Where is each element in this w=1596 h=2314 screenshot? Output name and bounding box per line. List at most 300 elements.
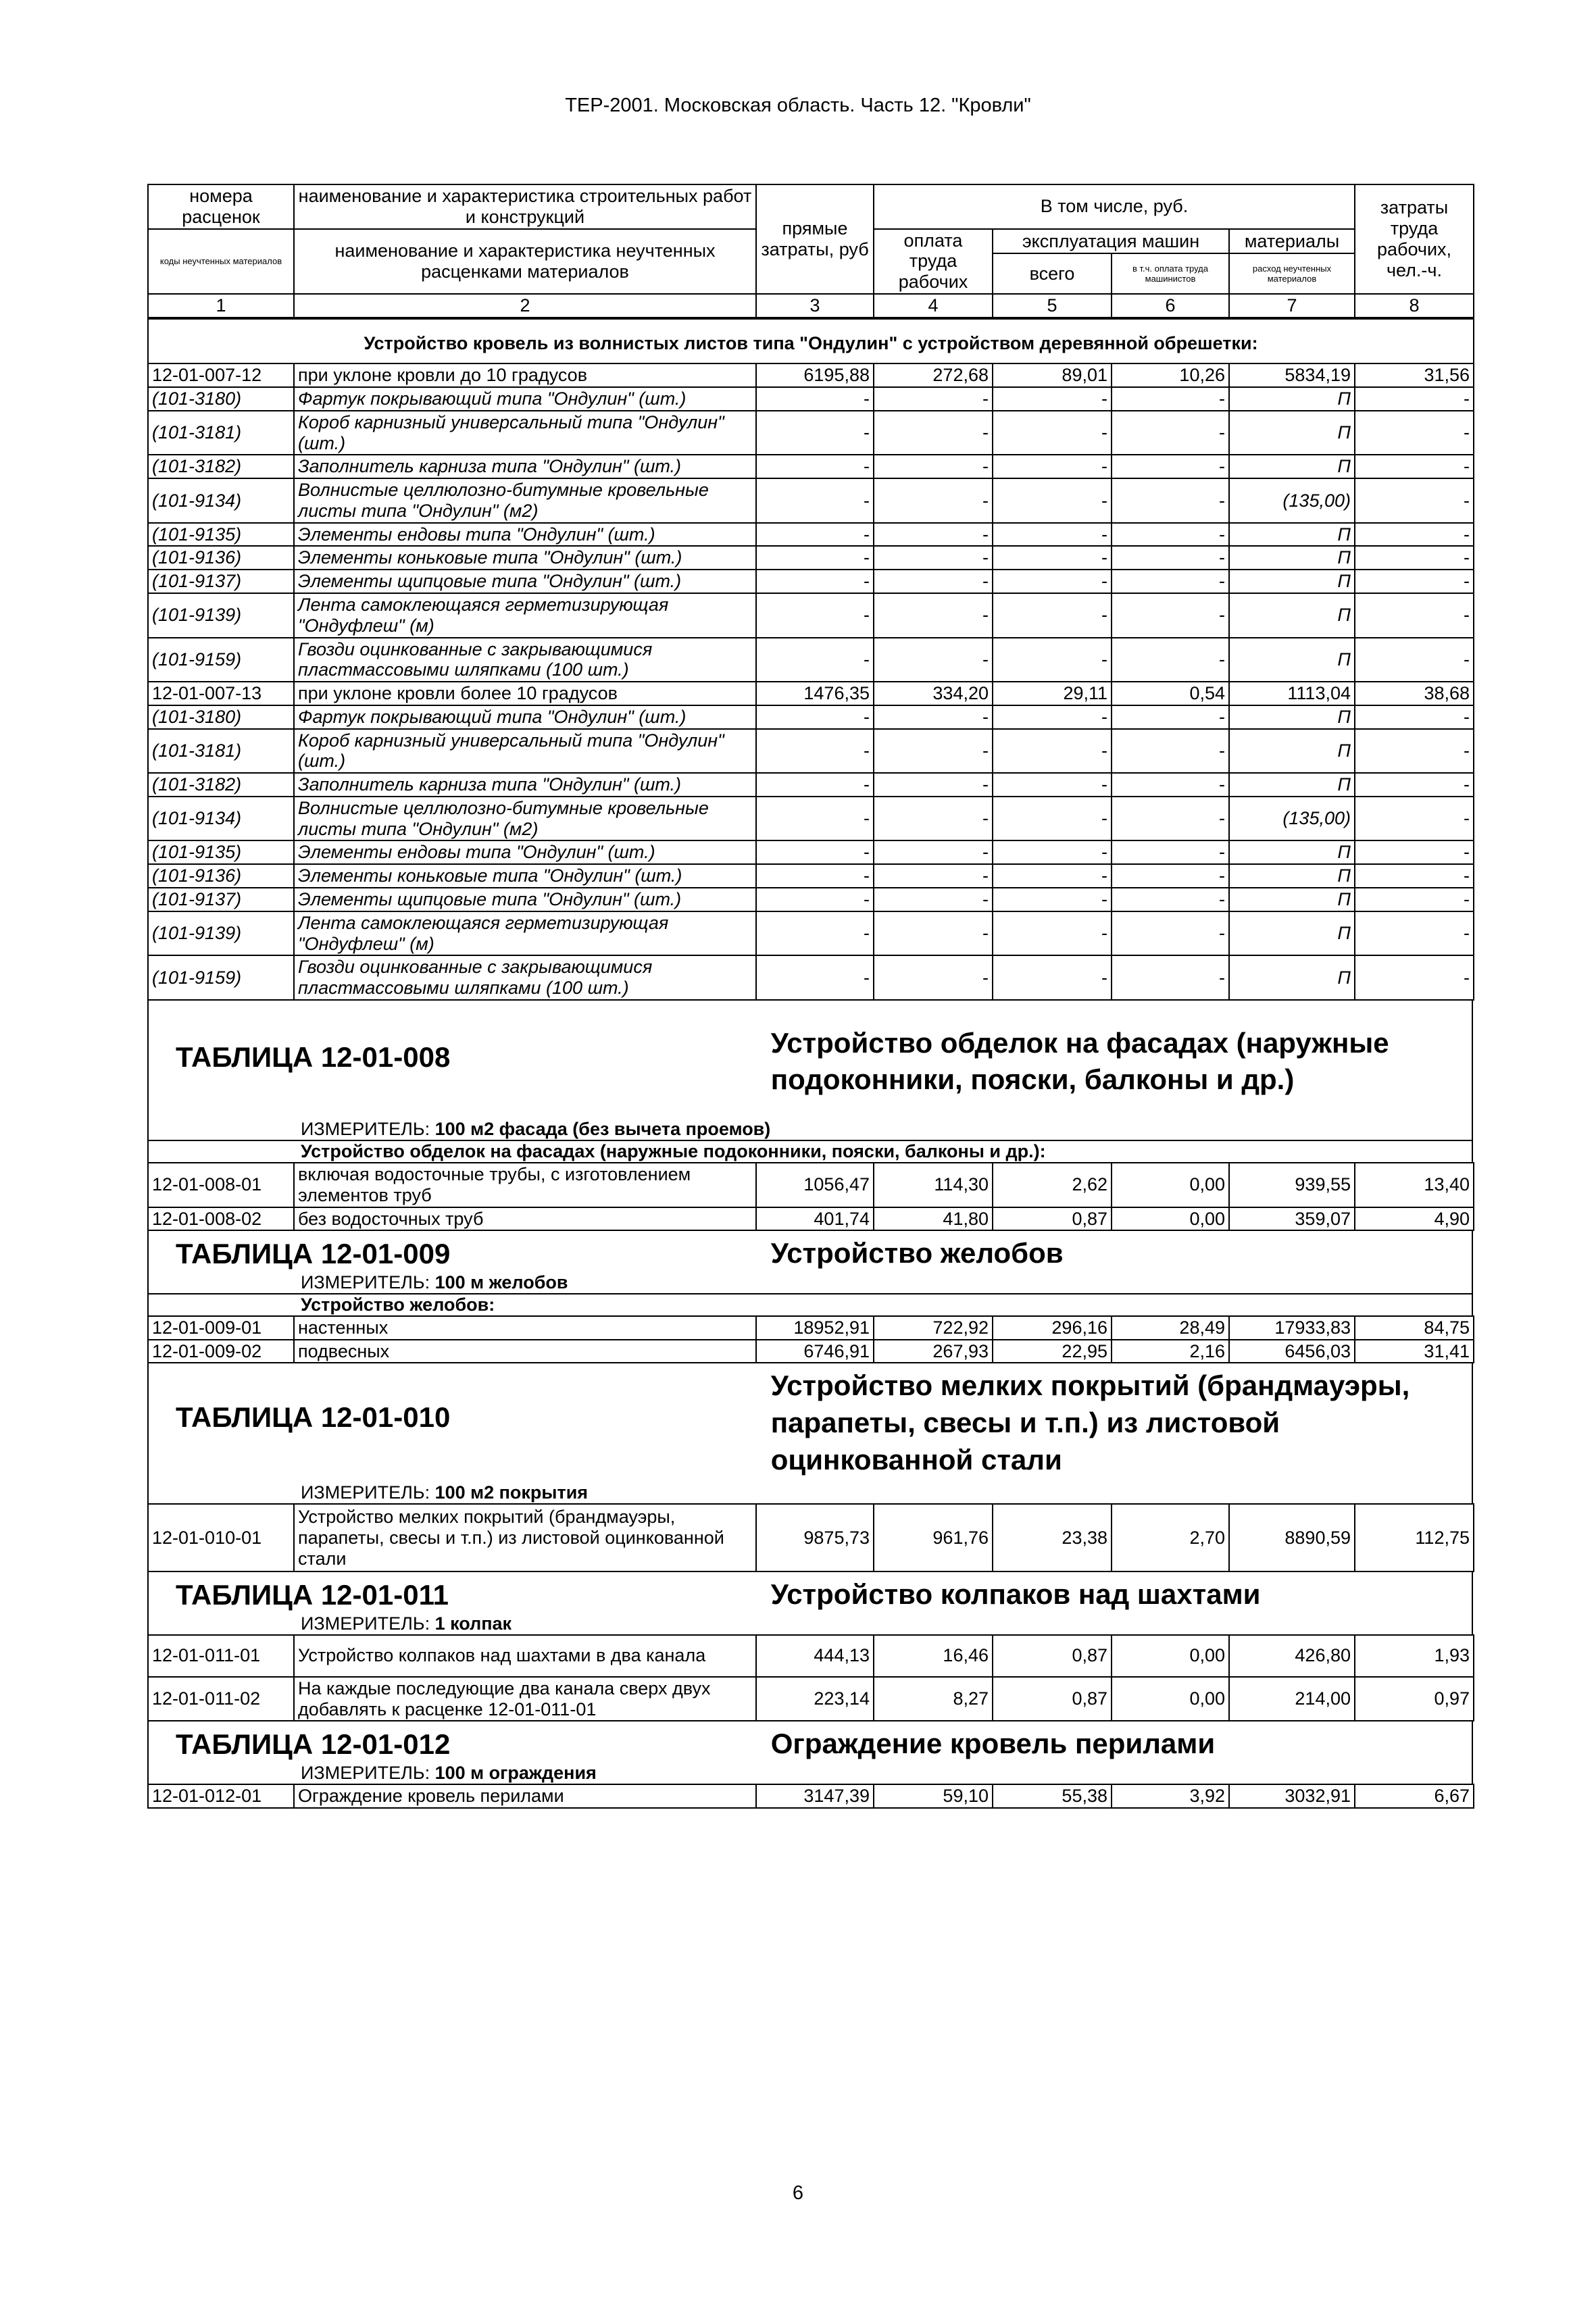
cell-name: Гвозди оцинкованные с закрывающимися пластмассовыми шляпками (100 шт.) bbox=[294, 638, 756, 682]
cell-code: (101-3182) bbox=[148, 455, 294, 478]
cell-code: 12-01-011-01 bbox=[148, 1635, 294, 1677]
cell-pay: - bbox=[874, 797, 993, 841]
cell-direct: - bbox=[756, 911, 874, 956]
cell-mach_pay: - bbox=[1112, 638, 1229, 682]
table-row bbox=[148, 955, 1474, 1000]
cell-labor: - bbox=[1355, 523, 1474, 547]
cell-mach: - bbox=[993, 455, 1112, 478]
rates-table bbox=[147, 1162, 1474, 1231]
table-row bbox=[148, 911, 1474, 956]
hdr-codes: номера расценок bbox=[148, 184, 294, 229]
cell-name: при уклоне кровли до 10 градусов bbox=[294, 363, 756, 387]
cell-name: Ограждение кровель перилами bbox=[294, 1784, 756, 1808]
cell-labor: 84,75 bbox=[1355, 1316, 1474, 1340]
cell-labor: - bbox=[1355, 411, 1474, 455]
cell-mat: П bbox=[1229, 546, 1355, 570]
cell-mach_pay: - bbox=[1112, 955, 1229, 1000]
cell-mat: П bbox=[1229, 523, 1355, 547]
table-row bbox=[148, 411, 1474, 455]
hdr-num-7: 7 bbox=[1229, 294, 1355, 318]
hdr-mach-total: всего bbox=[993, 253, 1112, 293]
cell-labor: 112,75 bbox=[1355, 1504, 1474, 1571]
measure-label: ИЗМЕРИТЕЛЬ: bbox=[301, 1272, 435, 1292]
cell-code: (101-9136) bbox=[148, 546, 294, 570]
measure-line bbox=[149, 1272, 1472, 1293]
cell-pay: - bbox=[874, 523, 993, 547]
cell-labor: - bbox=[1355, 638, 1474, 682]
cell-pay: - bbox=[874, 864, 993, 888]
cell-direct: 1476,35 bbox=[756, 682, 874, 705]
cell-mach: 89,01 bbox=[993, 363, 1112, 387]
cell-name: Заполнитель карниза типа "Ондулин" (шт.) bbox=[294, 773, 756, 797]
cell-pay: - bbox=[874, 955, 993, 1000]
cell-pay: 961,76 bbox=[874, 1504, 993, 1571]
table-name: ТАБЛИЦА 12-01-009 bbox=[176, 1238, 451, 1270]
cell-code: (101-9139) bbox=[148, 911, 294, 956]
column-header-table bbox=[147, 184, 1474, 318]
cell-code: (101-3180) bbox=[148, 387, 294, 411]
cell-mach: - bbox=[993, 546, 1112, 570]
cell-direct: - bbox=[756, 797, 874, 841]
hdr-name: наименование и характеристика строительных работ и конструкций bbox=[294, 184, 756, 229]
cell-mach: 22,95 bbox=[993, 1340, 1112, 1363]
table-row bbox=[148, 797, 1474, 841]
measure-value: 100 м2 покрытия bbox=[434, 1482, 589, 1503]
cell-mat: П bbox=[1229, 593, 1355, 638]
running-head: ТЕР-2001. Московская область. Часть 12. "Кровли" bbox=[565, 95, 1031, 116]
cell-labor: - bbox=[1355, 911, 1474, 956]
cell-name: Фартук покрывающий типа "Ондулин" (шт.) bbox=[294, 387, 756, 411]
rates-table bbox=[147, 1503, 1474, 1572]
cell-pay: 59,10 bbox=[874, 1784, 993, 1808]
cell-mach: - bbox=[993, 523, 1112, 547]
cell-direct: - bbox=[756, 455, 874, 478]
cell-name: Элементы ендовы типа "Ондулин" (шт.) bbox=[294, 840, 756, 864]
hdr-labor: затраты труда рабочих, чел.-ч. bbox=[1355, 184, 1474, 294]
cell-name: подвесных bbox=[294, 1340, 756, 1363]
cell-mat: П bbox=[1229, 840, 1355, 864]
cell-direct: - bbox=[756, 638, 874, 682]
table-name: ТАБЛИЦА 12-01-012 bbox=[176, 1728, 451, 1761]
cell-mach_pay: 0,00 bbox=[1112, 1677, 1229, 1721]
table-row bbox=[148, 523, 1474, 547]
measure-value: 100 м желобов bbox=[434, 1272, 568, 1292]
cell-labor: 13,40 bbox=[1355, 1163, 1474, 1207]
cell-mat: 17933,83 bbox=[1229, 1316, 1355, 1340]
cell-direct: - bbox=[756, 705, 874, 729]
cell-code: (101-9159) bbox=[148, 955, 294, 1000]
cell-labor: - bbox=[1355, 955, 1474, 1000]
cell-code: (101-3181) bbox=[148, 729, 294, 774]
cell-mat: 5834,19 bbox=[1229, 363, 1355, 387]
cell-mach: - bbox=[993, 840, 1112, 864]
cell-labor: - bbox=[1355, 593, 1474, 638]
cell-mat: П bbox=[1229, 638, 1355, 682]
cell-mach_pay: - bbox=[1112, 729, 1229, 774]
cell-name: На каждые последующие два канала сверх двух добавлять к расценке 12-01-011-01 bbox=[294, 1677, 756, 1721]
table-row bbox=[148, 570, 1474, 593]
cell-labor: - bbox=[1355, 705, 1474, 729]
cell-mach_pay: - bbox=[1112, 411, 1229, 455]
cell-direct: - bbox=[756, 387, 874, 411]
hdr-direct: прямые затраты, руб bbox=[756, 184, 874, 294]
cell-mat: П bbox=[1229, 729, 1355, 774]
table-row bbox=[148, 593, 1474, 638]
cell-mach_pay: - bbox=[1112, 455, 1229, 478]
cell-direct: 18952,91 bbox=[756, 1316, 874, 1340]
cell-mach_pay: - bbox=[1112, 593, 1229, 638]
measure-line bbox=[149, 1613, 1472, 1634]
table-subtitle: Устройство обделок на фасадах (наружные подоконники, пояски, балконы и др.): bbox=[149, 1140, 1472, 1162]
cell-labor: 38,68 bbox=[1355, 682, 1474, 705]
cell-pay: - bbox=[874, 773, 993, 797]
cell-pay: - bbox=[874, 455, 993, 478]
cell-code: (101-9136) bbox=[148, 864, 294, 888]
cell-mach_pay: 28,49 bbox=[1112, 1316, 1229, 1340]
page-number: 6 bbox=[792, 2182, 804, 2204]
table-description: Устройство мелких покрытий (брандмауэры, парапеты, свесы и т.п.) из листовой оцинкованной стали bbox=[770, 1369, 1410, 1476]
hdr-num-5: 5 bbox=[993, 294, 1112, 318]
table-row bbox=[148, 729, 1474, 774]
cell-direct: - bbox=[756, 570, 874, 593]
cell-mach: 2,62 bbox=[993, 1163, 1112, 1207]
cell-pay: - bbox=[874, 729, 993, 774]
cell-direct: - bbox=[756, 411, 874, 455]
cell-name: без водосточных труб bbox=[294, 1207, 756, 1231]
cell-mat: (135,00) bbox=[1229, 797, 1355, 841]
hdr-num-1: 1 bbox=[148, 294, 294, 318]
cell-code: 12-01-009-02 bbox=[148, 1340, 294, 1363]
cell-mat: П bbox=[1229, 773, 1355, 797]
cell-mat: 3032,91 bbox=[1229, 1784, 1355, 1808]
cell-code: 12-01-007-12 bbox=[148, 363, 294, 387]
table-row bbox=[148, 1163, 1474, 1207]
hdr-mach-pay: в т.ч. оплата труда машинистов bbox=[1112, 253, 1229, 293]
measure-label: ИЗМЕРИТЕЛЬ: bbox=[301, 1762, 435, 1783]
cell-labor: 31,41 bbox=[1355, 1340, 1474, 1363]
cell-mat: П bbox=[1229, 387, 1355, 411]
table-description: Устройство обделок на фасадах (наружные подоконники, пояски, балконы и др.) bbox=[770, 1026, 1389, 1096]
cell-pay: - bbox=[874, 546, 993, 570]
table-description: Ограждение кровель перилами bbox=[770, 1728, 1216, 1760]
cell-mach_pay: - bbox=[1112, 387, 1229, 411]
cell-mat: П bbox=[1229, 705, 1355, 729]
measure-line bbox=[149, 1763, 1472, 1784]
measure-label: ИЗМЕРИТЕЛЬ: bbox=[301, 1482, 435, 1503]
cell-mat: П bbox=[1229, 455, 1355, 478]
table-row bbox=[148, 363, 1474, 387]
cell-direct: - bbox=[756, 864, 874, 888]
cell-labor: 6,67 bbox=[1355, 1784, 1474, 1808]
cell-mach: - bbox=[993, 773, 1112, 797]
cell-direct: 3147,39 bbox=[756, 1784, 874, 1808]
cell-pay: 114,30 bbox=[874, 1163, 993, 1207]
cell-mat: 939,55 bbox=[1229, 1163, 1355, 1207]
table-name: ТАБЛИЦА 12-01-008 bbox=[176, 1040, 451, 1073]
cell-name: Устройство колпаков над шахтами в два канала bbox=[294, 1635, 756, 1677]
cell-labor: - bbox=[1355, 840, 1474, 864]
table-row bbox=[148, 638, 1474, 682]
cell-name: настенных bbox=[294, 1316, 756, 1340]
cell-mat: 6456,03 bbox=[1229, 1340, 1355, 1363]
cell-mach: - bbox=[993, 570, 1112, 593]
hdr-num-4: 4 bbox=[874, 294, 993, 318]
cell-pay: 334,20 bbox=[874, 682, 993, 705]
cell-mach_pay: - bbox=[1112, 773, 1229, 797]
cell-name: Элементы коньковые типа "Ондулин" (шт.) bbox=[294, 546, 756, 570]
cell-mach_pay: 0,54 bbox=[1112, 682, 1229, 705]
cell-mach: 0,87 bbox=[993, 1677, 1112, 1721]
cell-mat: П bbox=[1229, 411, 1355, 455]
cell-pay: - bbox=[874, 387, 993, 411]
table-row bbox=[148, 773, 1474, 797]
cell-labor: 31,56 bbox=[1355, 363, 1474, 387]
cell-mach: - bbox=[993, 864, 1112, 888]
cell-mach_pay: - bbox=[1112, 546, 1229, 570]
cell-name: Элементы щипцовые типа "Ондулин" (шт.) bbox=[294, 570, 756, 593]
section1-title: Устройство кровель из волнистых листов типа "Ондулин" с устройством деревянной обрешетки: bbox=[148, 319, 1474, 364]
cell-code: (101-9159) bbox=[148, 638, 294, 682]
table-row bbox=[148, 387, 1474, 411]
cell-code: 12-01-008-01 bbox=[148, 1163, 294, 1207]
table-row bbox=[148, 1677, 1474, 1721]
cell-code: (101-9135) bbox=[148, 840, 294, 864]
cell-pay: - bbox=[874, 570, 993, 593]
measure-line bbox=[149, 1478, 1472, 1503]
table-row bbox=[148, 455, 1474, 478]
cell-mat: П bbox=[1229, 888, 1355, 911]
cell-mach: - bbox=[993, 705, 1112, 729]
cell-code: 12-01-008-02 bbox=[148, 1207, 294, 1231]
cell-pay: 722,92 bbox=[874, 1316, 993, 1340]
cell-name: Волнистые целлюлозно-битумные кровельные листы типа "Ондулин" (м2) bbox=[294, 797, 756, 841]
cell-mach: - bbox=[993, 911, 1112, 956]
cell-mach: - bbox=[993, 478, 1112, 523]
cell-mat: П bbox=[1229, 864, 1355, 888]
table-row bbox=[148, 1316, 1474, 1340]
cell-direct: - bbox=[756, 523, 874, 547]
table-name: ТАБЛИЦА 12-01-011 bbox=[176, 1579, 449, 1611]
table-block bbox=[147, 1231, 1473, 1315]
cell-mach_pay: - bbox=[1112, 570, 1229, 593]
hdr-materials: материалы bbox=[1229, 229, 1355, 254]
cell-name: Элементы щипцовые типа "Ондулин" (шт.) bbox=[294, 888, 756, 911]
cell-pay: - bbox=[874, 593, 993, 638]
rates-sheet bbox=[147, 184, 1473, 1809]
hdr-material-codes: коды неучтенных материалов bbox=[148, 229, 294, 294]
rates-table bbox=[147, 1634, 1474, 1722]
cell-direct: 6195,88 bbox=[756, 363, 874, 387]
cell-pay: - bbox=[874, 638, 993, 682]
cell-pay: - bbox=[874, 888, 993, 911]
cell-direct: - bbox=[756, 840, 874, 864]
cell-mach: - bbox=[993, 797, 1112, 841]
rates-table bbox=[147, 1784, 1474, 1809]
cell-code: (101-3181) bbox=[148, 411, 294, 455]
cell-mach: - bbox=[993, 955, 1112, 1000]
cell-mach: - bbox=[993, 638, 1112, 682]
cell-name: Волнистые целлюлозно-битумные кровельные листы типа "Ондулин" (м2) bbox=[294, 478, 756, 523]
cell-code: 12-01-010-01 bbox=[148, 1504, 294, 1571]
cell-name: Короб карнизный универсальный типа "Ондулин" (шт.) bbox=[294, 729, 756, 774]
measure-value: 100 м2 фасада (без вычета проемов) bbox=[434, 1118, 771, 1139]
cell-direct: - bbox=[756, 593, 874, 638]
cell-mach: 0,87 bbox=[993, 1207, 1112, 1231]
table-block bbox=[147, 1363, 1473, 1503]
cell-mat: 214,00 bbox=[1229, 1677, 1355, 1721]
cell-name: Фартук покрывающий типа "Ондулин" (шт.) bbox=[294, 705, 756, 729]
hdr-num-2: 2 bbox=[294, 294, 756, 318]
cell-direct: - bbox=[756, 478, 874, 523]
cell-direct: - bbox=[756, 546, 874, 570]
tables-area bbox=[147, 1001, 1473, 1809]
cell-name: Устройство мелких покрытий (брандмауэры, парапеты, свесы и т.п.) из листовой оцинкованной стали bbox=[294, 1504, 756, 1571]
cell-pay: 267,93 bbox=[874, 1340, 993, 1363]
cell-code: (101-3180) bbox=[148, 705, 294, 729]
cell-code: (101-9137) bbox=[148, 888, 294, 911]
cell-pay: 8,27 bbox=[874, 1677, 993, 1721]
cell-name: Элементы ендовы типа "Ондулин" (шт.) bbox=[294, 523, 756, 547]
table-row bbox=[148, 705, 1474, 729]
cell-direct: 444,13 bbox=[756, 1635, 874, 1677]
cell-labor: - bbox=[1355, 455, 1474, 478]
measure-value: 100 м ограждения bbox=[434, 1762, 597, 1783]
cell-mach_pay: - bbox=[1112, 523, 1229, 547]
cell-labor: 4,90 bbox=[1355, 1207, 1474, 1231]
cell-mach: - bbox=[993, 888, 1112, 911]
cell-direct: 401,74 bbox=[756, 1207, 874, 1231]
cell-code: (101-9134) bbox=[148, 797, 294, 841]
cell-pay: - bbox=[874, 411, 993, 455]
cell-direct: - bbox=[756, 888, 874, 911]
cell-mach_pay: - bbox=[1112, 911, 1229, 956]
cell-mat: П bbox=[1229, 570, 1355, 593]
cell-mach_pay: 0,00 bbox=[1112, 1163, 1229, 1207]
cell-mat: 359,07 bbox=[1229, 1207, 1355, 1231]
cell-name: Гвозди оцинкованные с закрывающимися пластмассовыми шляпками (100 шт.) bbox=[294, 955, 756, 1000]
cell-labor: - bbox=[1355, 729, 1474, 774]
cell-direct: - bbox=[756, 729, 874, 774]
cell-code: 12-01-007-13 bbox=[148, 682, 294, 705]
cell-name: Заполнитель карниза типа "Ондулин" (шт.) bbox=[294, 455, 756, 478]
table-name: ТАБЛИЦА 12-01-010 bbox=[176, 1401, 451, 1434]
section1-table bbox=[147, 318, 1474, 1001]
cell-name: Лента самоклеющаяся герметизирующая "Ондуфлеш" (м) bbox=[294, 593, 756, 638]
cell-mach_pay: 2,70 bbox=[1112, 1504, 1229, 1571]
cell-mach: 0,87 bbox=[993, 1635, 1112, 1677]
cell-labor: - bbox=[1355, 797, 1474, 841]
hdr-num-3: 3 bbox=[756, 294, 874, 318]
cell-mach: - bbox=[993, 729, 1112, 774]
table-row bbox=[148, 888, 1474, 911]
cell-name: Лента самоклеющаяся герметизирующая "Ондуфлеш" (м) bbox=[294, 911, 756, 956]
cell-mach_pay: - bbox=[1112, 705, 1229, 729]
table-row bbox=[148, 1784, 1474, 1808]
cell-mat: (135,00) bbox=[1229, 478, 1355, 523]
table-row bbox=[148, 1207, 1474, 1231]
cell-mach_pay: - bbox=[1112, 840, 1229, 864]
cell-mach_pay: - bbox=[1112, 864, 1229, 888]
table-row bbox=[148, 1504, 1474, 1571]
cell-labor: - bbox=[1355, 888, 1474, 911]
cell-code: 12-01-011-02 bbox=[148, 1677, 294, 1721]
cell-code: (101-9135) bbox=[148, 523, 294, 547]
cell-name: Короб карнизный универсальный типа "Ондулин" (шт.) bbox=[294, 411, 756, 455]
cell-direct: 9875,73 bbox=[756, 1504, 874, 1571]
cell-mach: 29,11 bbox=[993, 682, 1112, 705]
cell-direct: - bbox=[756, 955, 874, 1000]
cell-pay: - bbox=[874, 911, 993, 956]
cell-direct: - bbox=[756, 773, 874, 797]
hdr-num-6: 6 bbox=[1112, 294, 1229, 318]
cell-labor: 0,97 bbox=[1355, 1677, 1474, 1721]
table-row bbox=[148, 840, 1474, 864]
cell-mach: 23,38 bbox=[993, 1504, 1112, 1571]
table-row bbox=[148, 1635, 1474, 1677]
cell-direct: 223,14 bbox=[756, 1677, 874, 1721]
cell-labor: - bbox=[1355, 478, 1474, 523]
table-subtitle: Устройство желобов: bbox=[149, 1293, 1472, 1315]
cell-mach_pay: - bbox=[1112, 797, 1229, 841]
cell-name: Элементы коньковые типа "Ондулин" (шт.) bbox=[294, 864, 756, 888]
measure-line bbox=[149, 1099, 1472, 1140]
cell-code: (101-9137) bbox=[148, 570, 294, 593]
cell-name: включая водосточные трубы, с изготовлением элементов труб bbox=[294, 1163, 756, 1207]
cell-mach_pay: - bbox=[1112, 478, 1229, 523]
hdr-material-name: наименование и характеристика неучтенных расценками материалов bbox=[294, 229, 756, 294]
hdr-material-use: расход неучтенных материалов bbox=[1229, 253, 1355, 293]
table-row bbox=[148, 478, 1474, 523]
cell-mach_pay: 2,16 bbox=[1112, 1340, 1229, 1363]
cell-code: (101-9139) bbox=[148, 593, 294, 638]
hdr-num-8: 8 bbox=[1355, 294, 1474, 318]
cell-labor: - bbox=[1355, 570, 1474, 593]
cell-code: 12-01-009-01 bbox=[148, 1316, 294, 1340]
cell-mat: 8890,59 bbox=[1229, 1504, 1355, 1571]
table-block bbox=[147, 1721, 1473, 1784]
table-description: Устройство колпаков над шахтами bbox=[770, 1578, 1261, 1611]
cell-pay: - bbox=[874, 705, 993, 729]
cell-mach_pay: 3,92 bbox=[1112, 1784, 1229, 1808]
rates-table bbox=[147, 1315, 1474, 1364]
hdr-group: В том числе, руб. bbox=[874, 184, 1355, 229]
cell-mat: П bbox=[1229, 955, 1355, 1000]
table-row bbox=[148, 546, 1474, 570]
cell-labor: 1,93 bbox=[1355, 1635, 1474, 1677]
cell-name: при уклоне кровли более 10 градусов bbox=[294, 682, 756, 705]
cell-labor: - bbox=[1355, 864, 1474, 888]
cell-direct: 1056,47 bbox=[756, 1163, 874, 1207]
cell-direct: 6746,91 bbox=[756, 1340, 874, 1363]
table-row bbox=[148, 1340, 1474, 1363]
cell-code: (101-9134) bbox=[148, 478, 294, 523]
hdr-machines: эксплуатация машин bbox=[993, 229, 1229, 254]
table-description: Устройство желобов bbox=[770, 1237, 1064, 1269]
cell-pay: 41,80 bbox=[874, 1207, 993, 1231]
cell-pay: 16,46 bbox=[874, 1635, 993, 1677]
cell-labor: - bbox=[1355, 546, 1474, 570]
cell-mach_pay: - bbox=[1112, 888, 1229, 911]
cell-code: (101-3182) bbox=[148, 773, 294, 797]
cell-mat: П bbox=[1229, 911, 1355, 956]
hdr-pay: оплата труда рабочих bbox=[874, 229, 993, 294]
table-row bbox=[148, 864, 1474, 888]
cell-mach: - bbox=[993, 411, 1112, 455]
measure-value: 1 колпак bbox=[434, 1613, 512, 1634]
cell-mach_pay: 0,00 bbox=[1112, 1635, 1229, 1677]
cell-mach: - bbox=[993, 593, 1112, 638]
cell-labor: - bbox=[1355, 387, 1474, 411]
